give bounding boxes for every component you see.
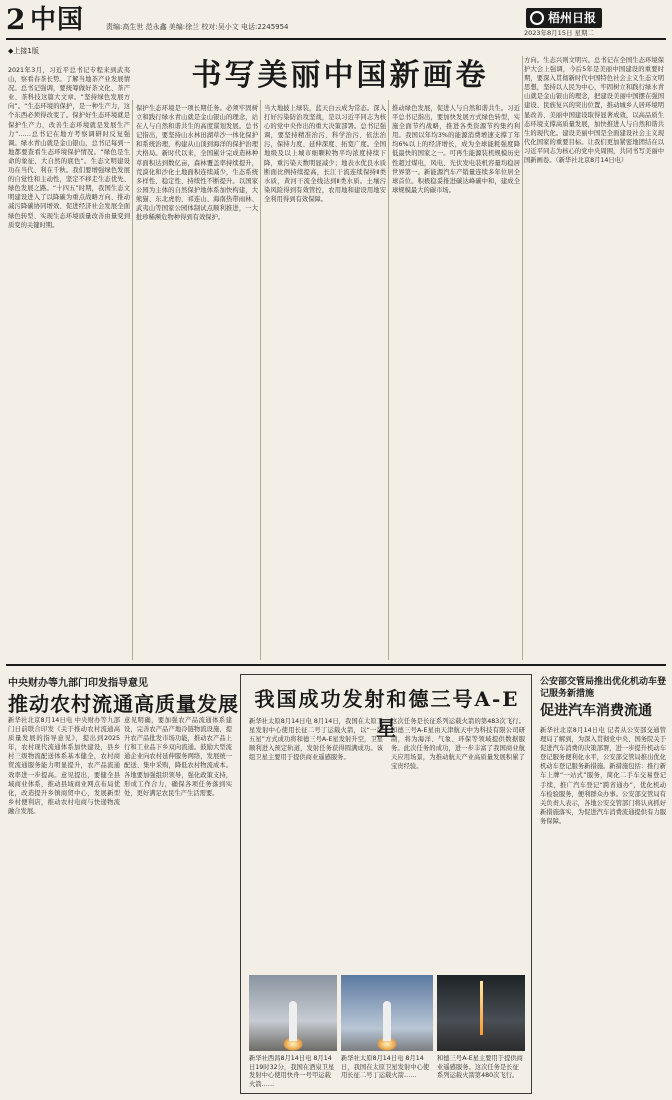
main-article-column-2: 保护生态环境是一项长期任务。必须牢固树立和践行绿水青山就是金山银山的理念，站在人与自然和谐共生的高度谋划发展。总书记指出，要坚持山水林田湖草沙一体化保护和系统治理，构建从山顶到海洋的保护治理大格局。新时代以来，全国累计完成造林种草面积达到数亿亩，森林覆盖率持续提升，荒漠化和沙化土地面积连续减少，生态系统多样性、稳定性、持续性不断提升。以国家公园为主体的自然保护地体系加快构建，大熊猫、东北虎豹、祁连山、海南热带雨林、武夷山等国家公园体制试点顺利推进，一大批珍稀濒危物种得到有效保护。 (136, 105, 258, 222)
section-rule (6, 664, 666, 666)
section-title: 中国 (30, 5, 85, 35)
continued-from-label: ◆上接1版 (8, 47, 39, 55)
issue-date: 2023年8月15日 星期二 (524, 29, 595, 37)
column-divider (388, 100, 389, 660)
masthead-rule (6, 38, 666, 40)
rural-article-column-1: 新华社北京8月14日电 中央财办等九部门日前联合印发《关于推动农村流通高质量发展的指导意见》，提出到2025年，农村现代流通体系加快建设，县乡村三级物流配送体系基本健全，农村商贸流通服务能力明显提升，农产品流通效率进一步提高。意见提出，要健全县域商业体系，推动县域商业网点布局优化，改造提升乡镇商贸中心，发展新型乡村便利店，推动农村电商与快递物流融合发展。 (8, 717, 120, 815)
masthead (6, 4, 666, 38)
satellite-article (240, 674, 532, 1094)
main-article-column-3: 当大地披上绿装，蓝天白云成为常态。深入打好污染防治攻坚战，是以习近平同志为核心的党中央作出的重大决策部署。总书记强调，要坚持精准治污、科学治污、依法治污，保持力度、延伸深度、拓宽广度。全国地级及以上城市细颗粒物平均浓度持续下降，重污染天数明显减少；地表水优良水质断面比例持续提高，长江干流连续保持Ⅱ类水质，黄河干流全线达到Ⅱ类水质。土壤污染风险得到有效管控，农用地和建设用地安全利用得到有效保障。 (264, 105, 386, 203)
rocket-launch-photo-2 (341, 975, 433, 1051)
rocket-icon (383, 1001, 391, 1041)
editor-credits: 责编:高生世 范永鑫 美编:徐兰 校对:吴小文 电话:2245954 (106, 23, 289, 31)
photo-caption-3: 和德三号A-E星主要用于提供商业遥感服务。这次任务是长征系列运载火箭第480次飞行。 (437, 1055, 523, 1080)
photo-caption-1: 新华社西昌8月14日电 8月14日19时32分，我国在酒泉卫星发射中心使用快舟一号甲运载火箭…… (249, 1055, 335, 1088)
brand-logo-icon (530, 11, 544, 25)
photo-caption-2: 新华社太原8月14日电 8月14日，我国在太原卫星发射中心使用长征二号丁运载火箭…… (341, 1055, 430, 1080)
main-headline: 书写美丽中国新画卷 (191, 58, 489, 93)
brand-name: 梧州日报 (548, 11, 597, 25)
satellite-article-column-1: 新华社太原8月14日电 8月14日，我国在太原卫星发射中心使用长征二号丁运载火箭，以“一箭五星”方式成功将和德三号A-E星发射升空，卫星顺利进入预定轨道，发射任务获得圆满成功。该组卫星主要用于提供商业遥感服务。 (249, 718, 383, 762)
column-divider (132, 100, 133, 660)
satellite-article-headline: 我国成功发射和德三号A-E星 (254, 687, 520, 740)
column-divider (260, 100, 261, 660)
rocket-launch-photo-1 (249, 975, 337, 1051)
rocket-trail (480, 981, 483, 1035)
rural-article-column-2: 意见明确，要加强农产品流通体系建设，完善农产品产地冷链物流设施，提升农产品批发市场功能，推动农产品上行和工业品下乡双向流通。鼓励大型流通企业向农村延伸服务网络，发展统一配送、集中采购，降低农村物流成本。各地要加强组织领导，强化政策支持，形成工作合力，确保各项任务落到实处，更好满足农民生产生活需要。 (124, 717, 232, 797)
rocket-icon (289, 1001, 297, 1041)
vehicle-article-kicker: 公安部交管局推出优化机动车登记服务新措施 (540, 677, 667, 699)
column-divider (522, 56, 523, 660)
rural-article-kicker: 中央财办等九部门印发指导意见 (8, 678, 148, 689)
satellite-article-column-2: 这次任务是长征系列运载火箭的第483次飞行。和德三号A-E星由天津航天中为科技有限公司研制，将为海洋、气象、环保等领域提供数据服务。此次任务的成功，进一步丰富了我国商业航天应用场景，为推动航天产业高质量发展积累了宝贵经验。 (391, 718, 525, 771)
rocket-launch-photo-3 (437, 975, 525, 1051)
vehicle-article-headline: 促进汽车消费流通 (540, 703, 652, 719)
main-article-column-4: 推动绿色发展，促进人与自然和谐共生。习近平总书记指出，要加快发展方式绿色转型，实施全面节约战略，推进各类资源节约集约利用。我国以年均3%的能源消费增速支撑了年均6%以上的经济增长，成为全球能耗强度降低最快的国家之一。可再生能源装机规模历史性超过煤电，风电、光伏发电装机容量均稳居世界第一。新能源汽车产销量连续多年位居全球首位。积极稳妥推进碳达峰碳中和，建成全球规模最大的碳市场。 (392, 105, 520, 194)
vehicle-article-body: 新华社北京8月14日电 记者从公安部交通管理局了解到，为深入贯彻党中央、国务院关于促进汽车消费的决策部署，进一步提升机动车登记服务便利化水平，公安部交管局推出优化机动车登记服务新措施。新措施包括：推行新车上牌“一站式”服务，简化二手车交易登记手续，推广汽车登记“跨省通办”，优化机动车检验服务，便利群众办事。公安部交管局有关负责人表示，各地公安交管部门将认真抓好新措施落实，为促进汽车消费流通提供有力服务保障。 (540, 727, 666, 825)
newspaper-brand (526, 8, 602, 28)
main-article-column-5: 方向。生态兴则文明兴。总书记在全国生态环境保护大会上强调，今后5年是美丽中国建设的重要时期，要深入贯彻新时代中国特色社会主义生态文明思想，坚持以人民为中心，牢固树立和践行绿水青山就是金山银山的理念，把建设美丽中国摆在强国建设、民族复兴的突出位置，推动城乡人居环境明显改善、美丽中国建设取得显著成效，以高品质生态环境支撑高质量发展，加快推进人与自然和谐共生的现代化。建设美丽中国是全面建设社会主义现代化国家的重要目标。让我们更加紧密地团结在以习近平同志为核心的党中央周围，共同书写美丽中国新画卷。（新华社北京8月14日电） (524, 57, 664, 165)
main-article-column-1: 2021年3月，习近平总书记专程来到武夷山，察看春茶长势。了解当地茶产业发展情况。总书记强调，要统筹做好茶文化、茶产业、茶科技这篇大文章。“坚持绿色发展方向”。“生态环境的保护，是一种生产力，这个东西必须得改变了。保护好生态环境就是保护生产力，改善生态环境就是发展生产力”……总书记在地方考察调研时反复强调。绿水青山就是金山银山，总书记每到一地都要查看生态环境保护情况。“绿色是生命的象征、大自然的底色”。生态文明建设功在当代、利在千秋。我们要增强绿色发展的自觉性和主动性，坚定不移走生态优先、绿色发展之路。“十四五”时期，我国生态文明建设进入了以降碳为重点战略方向、推动减污降碳协同增效、促进经济社会发展全面绿色转型、实现生态环境质量改善由量变到质变的关键时期。 (8, 67, 130, 229)
rural-article-headline: 推动农村流通高质量发展 (8, 692, 239, 716)
page-number: 2 (6, 3, 26, 36)
